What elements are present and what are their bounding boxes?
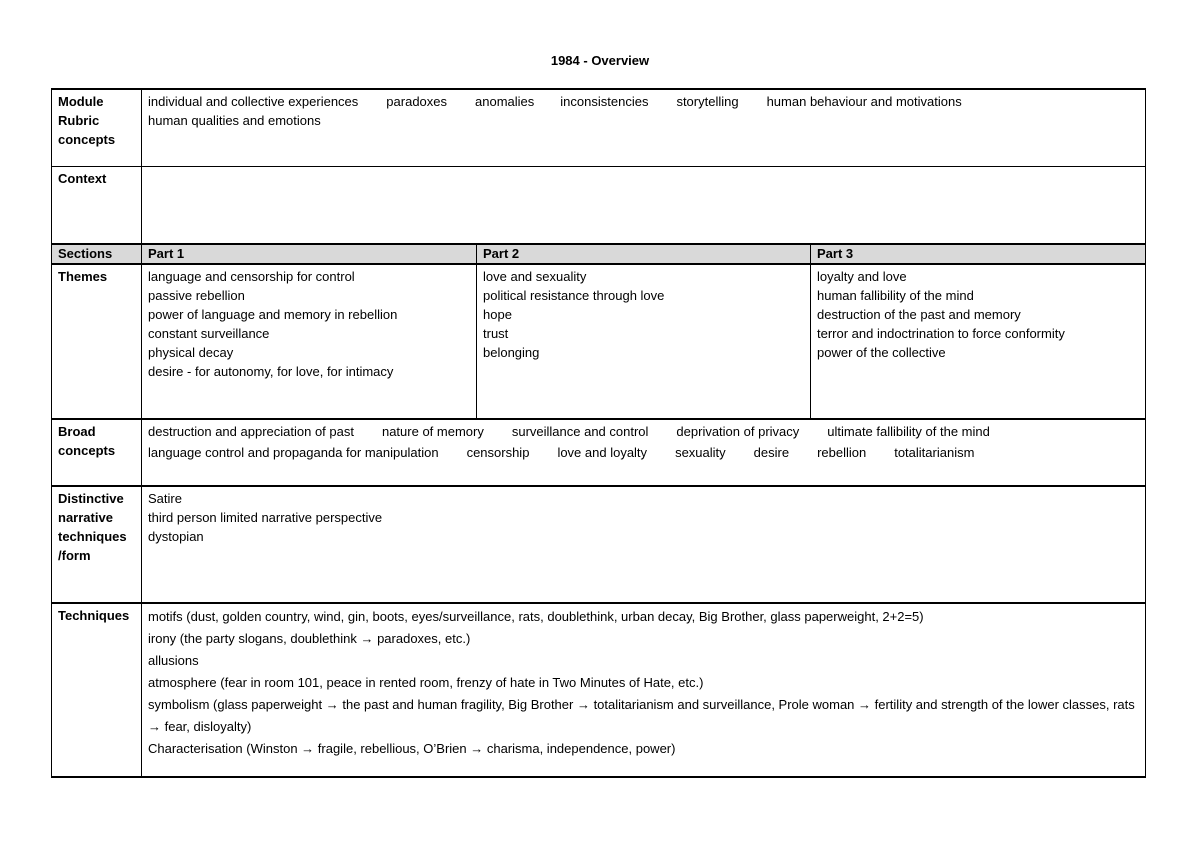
broad-item: rebellion	[817, 445, 867, 460]
sections-row	[52, 244, 1146, 264]
section-part-1: Part 1	[142, 244, 477, 264]
context-label: Context	[52, 166, 142, 244]
broad-item: destruction and appreciation of past	[148, 424, 354, 439]
broad-item: ultimate fallibility of the mind	[827, 424, 990, 439]
broad-item: censorship	[466, 445, 530, 460]
broad-item: totalitarianism	[894, 445, 975, 460]
broad-item: language control and propaganda for manipulation	[148, 445, 439, 460]
broad-label: Broad concepts	[52, 419, 142, 486]
techniques-list	[142, 603, 1146, 777]
technique-item: allusions	[148, 653, 199, 668]
broad-item: deprivation of privacy	[676, 424, 800, 439]
module-label: Module Rubric concepts	[52, 89, 142, 166]
theme-item: belonging	[483, 345, 540, 360]
rubric-item: storytelling	[676, 94, 739, 109]
distinctive-item: third person limited narrative perspective	[148, 510, 383, 525]
techniques-label: Techniques	[52, 603, 142, 777]
rubric-item: individual and collective experiences	[148, 94, 359, 109]
themes-part-1	[142, 264, 477, 419]
technique-item: irony (the party slogans, doublethink → paradoxes, etc.)	[148, 631, 471, 646]
technique-item: motifs (dust, golden country, wind, gin, boots, eyes/surveillance, rats, doublethink, urban decay, Big Brother, glass paperweight, 2+2=5)	[148, 609, 924, 624]
broad-item: surveillance and control	[511, 424, 649, 439]
theme-item: power of the collective	[817, 345, 946, 360]
sections-label: Sections	[52, 244, 142, 264]
section-part-2: Part 2	[477, 244, 811, 264]
themes-part-2	[477, 264, 811, 419]
rubric-item: inconsistencies	[560, 94, 649, 109]
distinctive-row	[52, 486, 1146, 603]
theme-item: political resistance through love	[483, 288, 665, 303]
theme-item: human fallibility of the mind	[817, 288, 974, 303]
technique-item: Characterisation (Winston → fragile, rebellious, O’Brien → charisma, independence, power)	[148, 741, 676, 756]
context-row	[52, 166, 1146, 244]
techniques-row	[52, 603, 1146, 777]
theme-item: destruction of the past and memory	[817, 307, 1021, 322]
theme-item: love and sexuality	[483, 269, 587, 284]
theme-item: desire - for autonomy, for love, for intimacy	[148, 364, 394, 379]
rubric-item: human behaviour and motivations	[766, 94, 962, 109]
rubric-item: human qualities and emotions	[148, 113, 321, 128]
rubric-item: paradoxes	[386, 94, 448, 109]
broad-concepts	[142, 419, 1146, 486]
theme-item: physical decay	[148, 345, 234, 360]
module-row	[52, 89, 1146, 166]
distinctive-item: dystopian	[148, 529, 204, 544]
theme-item: loyalty and love	[817, 269, 907, 284]
distinctive-techniques	[142, 486, 1146, 603]
page-title: 1984 - Overview	[550, 53, 650, 68]
broad-item: nature of memory	[381, 424, 484, 439]
module-concepts	[142, 89, 1146, 166]
theme-item: trust	[483, 326, 509, 341]
theme-item: power of language and memory in rebellion	[148, 307, 398, 322]
distinctive-item: Satire	[148, 491, 182, 506]
section-part-3: Part 3	[811, 244, 1146, 264]
broad-row	[52, 419, 1146, 486]
theme-item: passive rebellion	[148, 288, 245, 303]
context-value	[142, 166, 1146, 244]
distinctive-label: Distinctive narrative techniques /form	[52, 486, 142, 603]
overview-table	[51, 88, 1146, 778]
themes-row	[52, 264, 1146, 419]
theme-item: language and censorship for control	[148, 269, 355, 284]
broad-item: sexuality	[675, 445, 726, 460]
theme-item: terror and indoctrination to force conformity	[817, 326, 1065, 341]
broad-item: desire	[753, 445, 790, 460]
themes-part-3	[811, 264, 1146, 419]
rubric-item: anomalies	[475, 94, 535, 109]
theme-item: hope	[483, 307, 512, 322]
technique-item: atmosphere (fear in room 101, peace in rented room, frenzy of hate in Two Minutes of Hate, etc.)	[148, 675, 704, 690]
broad-item: love and loyalty	[557, 445, 648, 460]
technique-item: symbolism (glass paperweight → the past and human fragility, Big Brother → totalitarianism and surveillance, Prole woman → fertility and strength of the lower classes, rats → fear, disloyalty)	[148, 697, 1135, 734]
theme-item: constant surveillance	[148, 326, 270, 341]
themes-label: Themes	[52, 264, 142, 419]
